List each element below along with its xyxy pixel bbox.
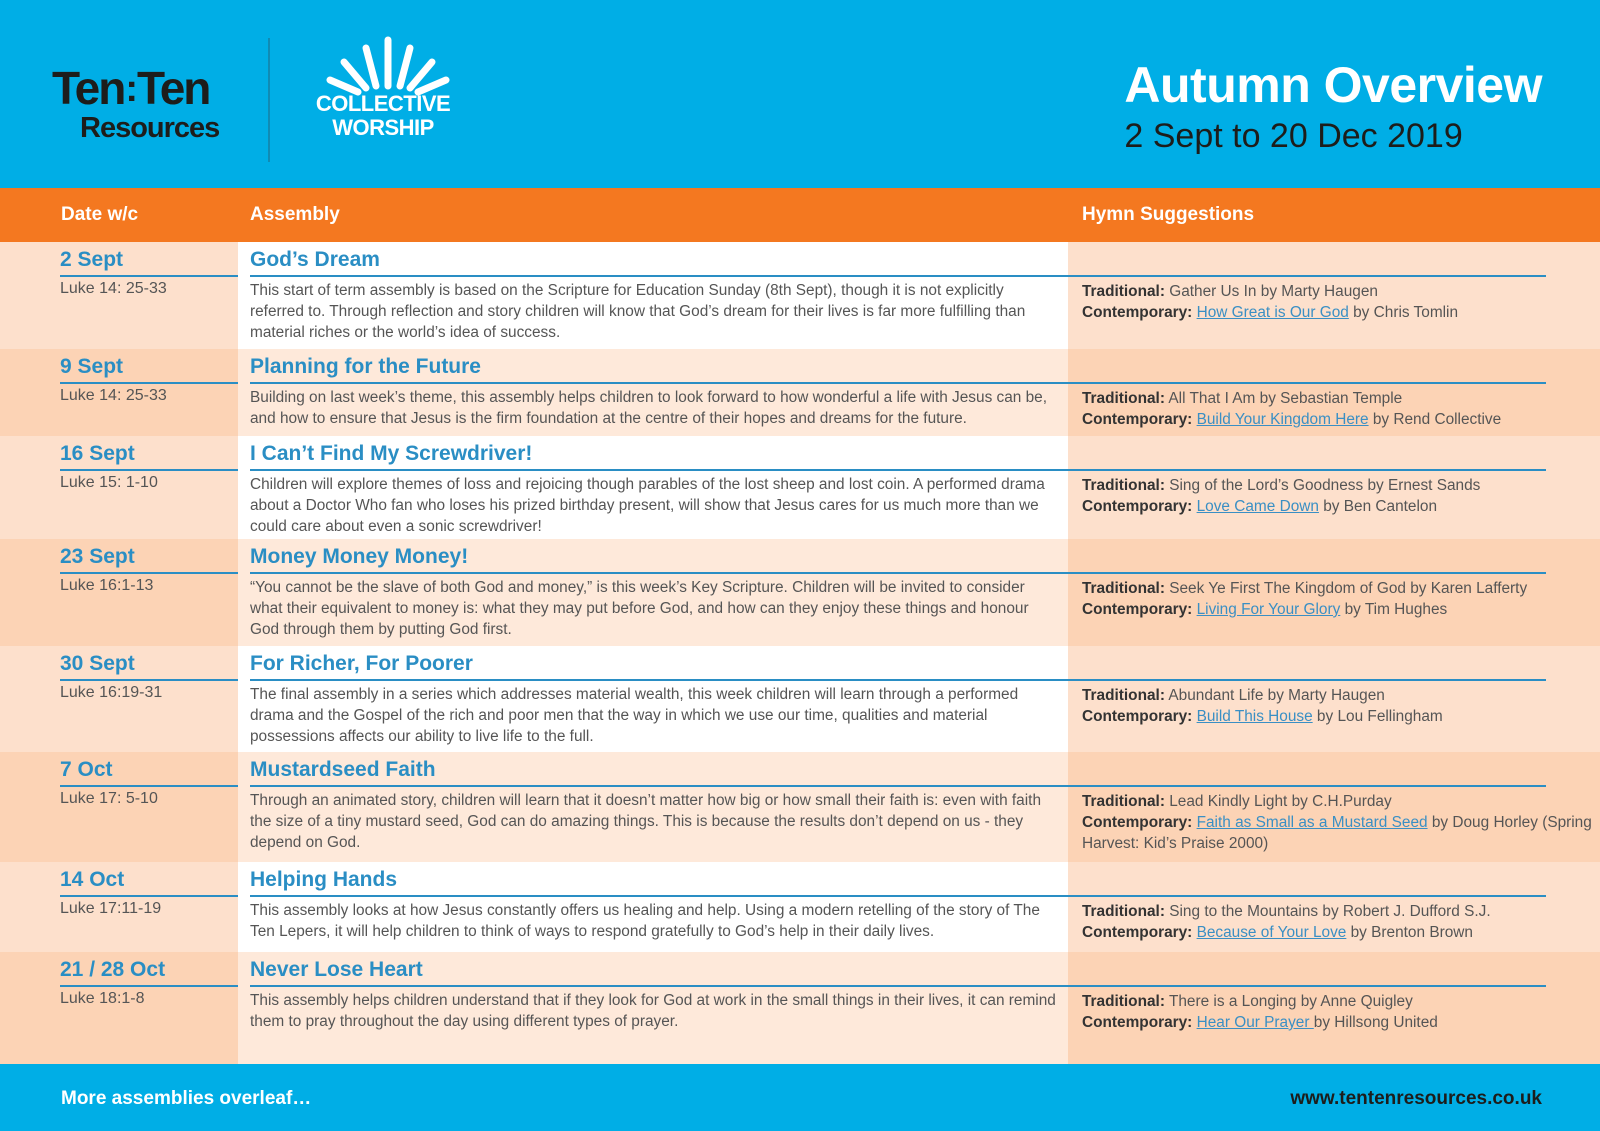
traditional-label: Traditional: [1082,477,1165,494]
scripture-reference: Luke 14: 25-33 [60,280,167,297]
contemporary-hymn-link[interactable]: Build This House [1196,708,1313,725]
traditional-hymn-text: Sing of the Lord’s Goodness by Ernest Sands [1169,477,1481,494]
logo-collective: COLLECTIVE [315,91,451,116]
contemporary-label: Contemporary: [1082,304,1193,321]
contemporary-hymn-artist: by Doug Horley (Spring Harvest: Kid’s Praise 2000) [1082,814,1592,852]
collective-worship-logo [300,92,466,140]
week-date: 14 Oct [60,868,125,891]
assembly-description: Children will explore themes of loss and rejoicing though parables of the lost sheep and lost coin. A performed drama about a Doctor Who fan who loses his prized birthday present, will show that Jesus cares for us much more than we could care about even a sonic screwdriver! [250,476,1045,535]
sunburst-icon [318,34,458,96]
scripture-reference: Luke 14: 25-33 [60,387,167,404]
table-row [0,436,1600,539]
traditional-hymn-text: Abundant Life by Marty Haugen [1168,687,1385,704]
hymn-cell [1068,646,1600,752]
hymn-suggestions [1082,475,1592,517]
table-row [0,242,1600,349]
traditional-hymn-text: Sing to the Mountains by Robert J. Dufford S.J. [1169,903,1491,920]
hymn-suggestions [1082,991,1592,1033]
row-divider [1068,469,1546,471]
date-cell [0,539,238,646]
table-header [0,188,1600,242]
assembly-cell [238,752,1068,862]
date-cell [0,349,238,436]
traditional-hymn [1082,281,1592,302]
week-date: 9 Sept [60,355,124,378]
date-cell [0,862,238,952]
traditional-label: Traditional: [1082,903,1165,920]
week-date: 16 Sept [60,442,135,465]
row-divider [60,785,238,787]
contemporary-hymn [1082,302,1592,323]
contemporary-label: Contemporary: [1082,411,1193,428]
scripture-reference: Luke 16:1-13 [60,577,154,594]
contemporary-hymn [1082,409,1592,430]
assembly-title: I Can’t Find My Screwdriver! [250,442,533,465]
week-date: 21 / 28 Oct [60,958,166,981]
date-cell [0,752,238,862]
scripture-reference: Luke 17:11-19 [60,900,162,917]
website-url[interactable]: www.tentenresources.co.uk [1290,1088,1542,1109]
row-divider [1068,275,1546,277]
contemporary-hymn-artist: by Lou Fellingham [1312,708,1443,725]
row-divider [250,985,1068,987]
contemporary-hymn-artist: by Tim Hughes [1340,601,1448,618]
hymn-suggestions [1082,578,1592,620]
row-divider [250,895,1068,897]
contemporary-hymn [1082,706,1592,727]
hymn-cell [1068,862,1600,952]
assembly-cell [238,862,1068,952]
assembly-description: Building on last week’s theme, this assembly helps children to look forward to how wonderful a life with Jesus can be, and how to ensure that Jesus is the firm foundation at the centre of their hopes and dreams for the future. [250,389,1048,427]
week-date: 30 Sept [60,652,135,675]
contemporary-hymn-artist: by Chris Tomlin [1348,304,1459,321]
contemporary-hymn [1082,812,1592,854]
scripture-reference: Luke 15: 1-10 [60,474,158,491]
traditional-label: Traditional: [1082,390,1165,407]
hymn-cell [1068,349,1600,436]
column-header-assembly: Assembly [250,204,340,225]
date-cell [0,436,238,539]
contemporary-hymn-link[interactable]: Build Your Kingdom Here [1196,411,1369,428]
table-row [0,539,1600,646]
hymn-cell [1068,952,1600,1064]
contemporary-hymn-artist: by Brenton Brown [1346,924,1473,941]
assembly-title: Mustardseed Faith [250,758,436,781]
row-divider [60,469,238,471]
traditional-hymn [1082,791,1592,812]
table-row [0,952,1600,1064]
page-header [0,0,1600,188]
assembly-cell [238,646,1068,752]
row-divider [250,679,1068,681]
hymn-cell [1068,539,1600,646]
table-row [0,349,1600,436]
assembly-description: This start of term assembly is based on the Scripture for Education Sunday (8th Sept), though it is not explicitly referred to. Through reflection and story children will know that God’s dream for their lives is far more fulfilling than material riches or the world’s idea of success. [250,282,1026,341]
assembly-cell [238,952,1068,1064]
hymn-cell [1068,752,1600,862]
traditional-label: Traditional: [1082,793,1165,810]
traditional-hymn-text: Seek Ye First The Kingdom of God by Karen Lafferty [1169,580,1528,597]
contemporary-hymn [1082,1012,1592,1033]
hymn-suggestions [1082,791,1592,854]
row-divider [60,985,238,987]
assembly-cell [238,349,1068,436]
row-divider [1068,382,1546,384]
hymn-suggestions [1082,281,1592,323]
assembly-cell [238,539,1068,646]
hymn-suggestions [1082,685,1592,727]
traditional-label: Traditional: [1082,993,1165,1010]
scripture-reference: Luke 18:1-8 [60,990,145,1007]
row-divider [250,275,1068,277]
assembly-description: This assembly helps children understand that if they look for God at work in the small things in their lives, it can remind them to pray throughout the day using different types of prayer. [250,992,1056,1030]
contemporary-label: Contemporary: [1082,814,1193,831]
date-cell [0,952,238,1064]
assembly-title: Money Money Money! [250,545,469,568]
contemporary-hymn-link[interactable]: Faith as Small as a Mustard Seed [1196,814,1428,831]
traditional-label: Traditional: [1082,283,1165,300]
contemporary-label: Contemporary: [1082,1014,1193,1031]
logo-worship: WORSHIP [332,115,434,140]
assembly-description: Through an animated story, children will learn that it doesn’t matter how big or how small their faith is: even with faith the size of a tiny mustard seed, God can do amazing things. This is because the results don’t depend on us - they depend on God. [250,792,1042,851]
table-row [0,752,1600,862]
logo-colon: : [125,68,137,110]
contemporary-label: Contemporary: [1082,708,1193,725]
hymn-suggestions [1082,901,1592,943]
traditional-label: Traditional: [1082,580,1165,597]
assembly-title: God’s Dream [250,248,380,271]
row-divider [1068,679,1546,681]
row-divider [1068,785,1546,787]
contemporary-hymn-link[interactable]: Love Came Down [1196,498,1319,515]
contemporary-hymn-artist: by Ben Cantelon [1318,498,1438,515]
contemporary-hymn [1082,922,1592,943]
row-divider [1068,572,1546,574]
logo-divider [268,38,270,162]
row-divider [60,895,238,897]
traditional-label: Traditional: [1082,687,1165,704]
column-header-hymns: Hymn Suggestions [1082,204,1255,225]
page-footer [0,1064,1600,1131]
traditional-hymn-text: Lead Kindly Light by C.H.Purday [1169,793,1392,810]
contemporary-hymn [1082,599,1592,620]
hymn-suggestions [1082,388,1592,430]
row-divider [60,572,238,574]
contemporary-label: Contemporary: [1082,924,1193,941]
scripture-reference: Luke 16:19-31 [60,684,163,701]
assembly-description: “You cannot be the slave of both God and money,” is this week’s Key Scripture. Children will be invited to consider what their equivalent to money is: what they may put before God, and how can they enjoy these things and honour God through them by putting God first. [250,579,1029,638]
assembly-title: For Richer, For Poorer [250,652,473,675]
contemporary-hymn-artist: by Rend Collective [1368,411,1502,428]
row-divider [250,382,1068,384]
contemporary-hymn-link[interactable]: How Great is Our God [1196,304,1349,321]
row-divider [60,275,238,277]
contemporary-hymn-artist: by Hillsong United [1313,1014,1438,1031]
row-divider [60,679,238,681]
tenten-resources-logo [52,62,242,144]
contemporary-hymn [1082,496,1592,517]
row-divider [250,572,1068,574]
traditional-hymn-text: Gather Us In by Marty Haugen [1169,283,1378,300]
date-cell [0,242,238,349]
assembly-title: Planning for the Future [250,355,481,378]
traditional-hymn [1082,991,1592,1012]
page-subtitle: 2 Sept to 20 Dec 2019 [1124,117,1463,155]
contemporary-label: Contemporary: [1082,498,1193,515]
logo-ten-b: Ten [137,62,210,114]
contemporary-label: Contemporary: [1082,601,1193,618]
assembly-description: This assembly looks at how Jesus constantly offers us healing and help. Using a modern retelling of the story of The Ten Lepers, it will help children to think of ways to respond gratefully to God’s help in their daily lives. [250,902,1040,940]
assembly-title: Never Lose Heart [250,958,423,981]
hymn-cell [1068,242,1600,349]
logo-resources: Resources [80,112,220,144]
column-header-date: Date w/c [61,204,139,225]
assembly-cell [238,242,1068,349]
contemporary-hymn-link[interactable]: Hear Our Prayer [1196,1014,1314,1031]
more-assemblies-note: More assemblies overleaf… [61,1088,312,1109]
traditional-hymn [1082,578,1592,599]
week-date: 7 Oct [60,758,113,781]
assembly-description: The final assembly in a series which addresses material wealth, this week children will learn through a performed drama and the Gospel of the rich and poor men that the way in which we use our time, qualities and material possessions affects our ability to live life to the full. [250,686,1019,745]
scripture-reference: Luke 17: 5-10 [60,790,158,807]
assembly-title: Helping Hands [250,868,398,891]
traditional-hymn [1082,475,1592,496]
contemporary-hymn-link[interactable]: Because of Your Love [1196,924,1347,941]
table-row [0,862,1600,952]
assembly-cell [238,436,1068,539]
traditional-hymn [1082,901,1592,922]
contemporary-hymn-link[interactable]: Living For Your Glory [1196,601,1341,618]
row-divider [1068,985,1546,987]
row-divider [250,785,1068,787]
row-divider [250,469,1068,471]
week-date: 2 Sept [60,248,124,271]
traditional-hymn-text: There is a Longing by Anne Quigley [1168,993,1413,1010]
row-divider [60,382,238,384]
date-cell [0,646,238,752]
row-divider [1068,895,1546,897]
hymn-cell [1068,436,1600,539]
title-block [1124,54,1542,156]
traditional-hymn [1082,685,1592,706]
table-row [0,646,1600,752]
traditional-hymn-text: All That I Am by Sebastian Temple [1168,390,1403,407]
week-date: 23 Sept [60,545,135,568]
page-title: Autumn Overview [1124,57,1542,113]
traditional-hymn [1082,388,1592,409]
logo-ten-a: Ten [52,62,125,114]
